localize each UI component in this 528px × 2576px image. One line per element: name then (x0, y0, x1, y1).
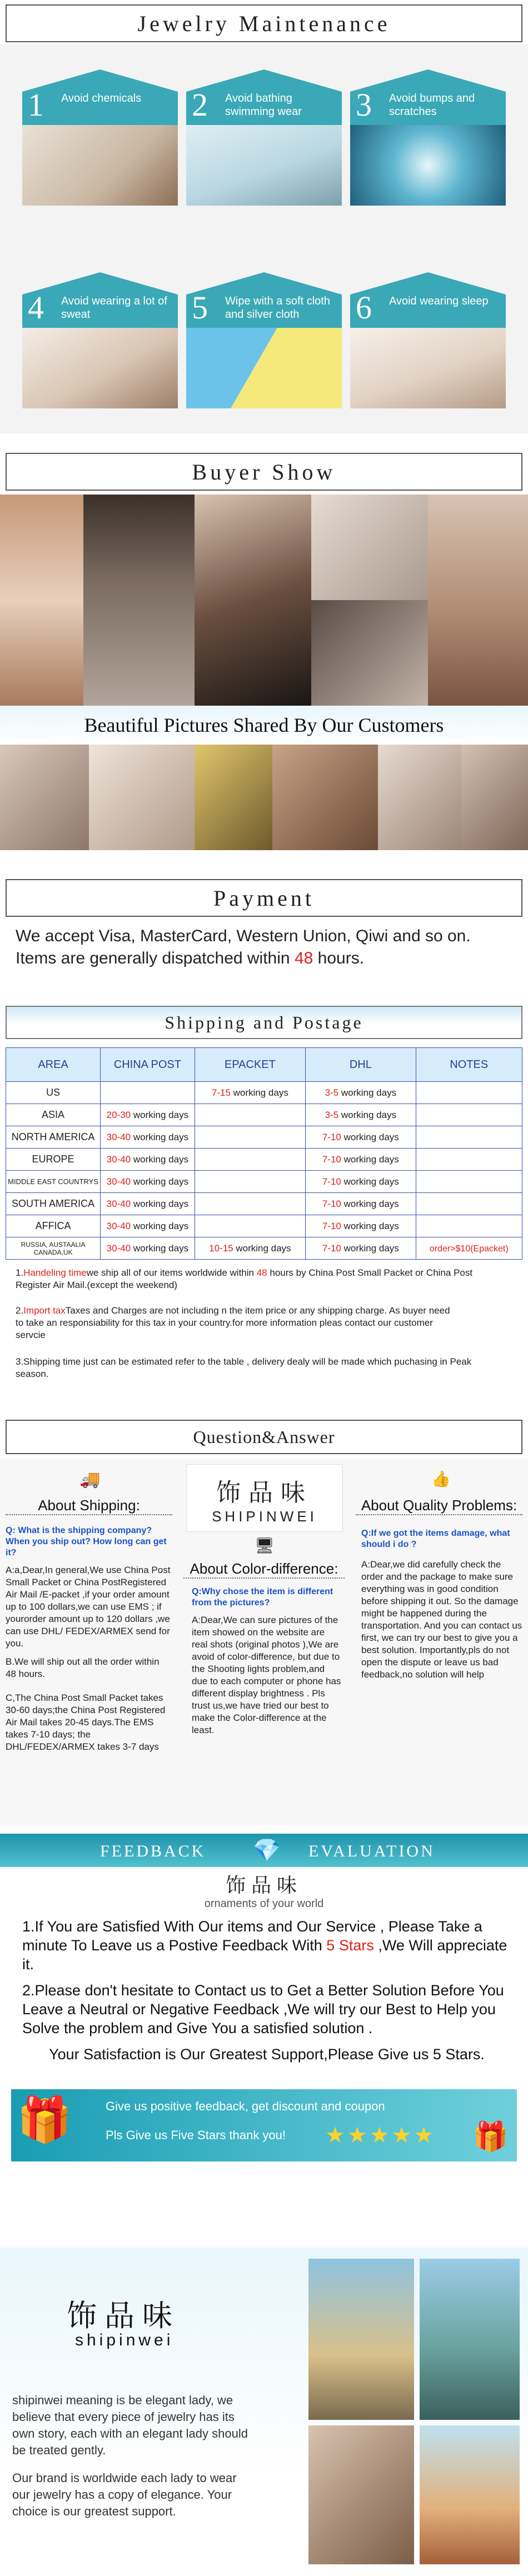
feedback-label: FEEDBACK (100, 1842, 206, 1860)
gift-small-icon: 🎁 (472, 2121, 509, 2153)
photo-sleep (350, 328, 506, 408)
photo-eiffel-tower (308, 2259, 414, 2420)
feedback-paragraph-1: 1.If You are Satisfied With Our items and Our Service , Please Take a minute To Leave us a Postive Feedback With 5 Stars ,We Will appreciate it. (22, 1918, 507, 1973)
customer-photo-necklace (311, 600, 428, 706)
item-number: 5 (192, 289, 208, 326)
customer-photo-ring (311, 495, 428, 600)
header-notes: NOTES (416, 1048, 522, 1082)
item-label: Wipe with a soft cloth and silver cloth (225, 295, 330, 321)
qa-quality-head: About Quality Problems: (356, 1481, 522, 1515)
ribbon-text-1: Give us positive feedback, get discount and coupon (106, 2099, 385, 2113)
header-epacket: EPACKET (195, 1048, 306, 1082)
table-row: EUROPE 30-40 working days 7-10 working days (6, 1149, 522, 1171)
item-number: 1 (28, 87, 44, 123)
qa-section (0, 1459, 528, 1825)
customer-photo-bracelet (83, 495, 195, 706)
header-dhl: DHL (306, 1048, 416, 1082)
customer-photo-sunglasses (195, 495, 311, 706)
maintenance-item-4 (22, 272, 178, 408)
customer-photo-tattoo (272, 745, 378, 850)
brand-section (0, 2248, 528, 2576)
qa-color-question: Q:Why chose the item is different from the pictures? (192, 1587, 333, 1607)
item-label: Avoid wearing a lot of sweat (61, 295, 167, 321)
customer-photo-hand (378, 745, 461, 850)
truck-icon: 🚚 (79, 1470, 101, 1489)
table-row: RUSSIA, AUSTAALIA CANADA,UK 30-40 working days 10-15 working days 7-10 working days order>$10(Epacket) (6, 1237, 522, 1260)
qa-shipping-head: About Shipping: (6, 1481, 172, 1515)
maintenance-item-6 (350, 272, 506, 408)
shipping-note-3: 3.Shipping time just can be estimated refer to the table , delivery dealy will be made which puchasing in Peak season. (16, 1356, 472, 1379)
photo-sweat (22, 328, 178, 408)
logo-english: SHIPINWEI (212, 1508, 317, 1525)
item-label: Avoid chemicals (61, 92, 142, 104)
photo-statue-liberty (420, 2259, 520, 2420)
maintenance-item-1 (22, 69, 178, 206)
five-stars-icon: ★★★★★ (325, 2123, 436, 2148)
brand-paragraph-2: Our brand is worldwide each lady to wear our jewelry has a copy of elegance. Your choice is our greatest support. (12, 2471, 237, 2518)
maintenance-item-3 (350, 69, 506, 206)
buyer-show-row-2 (0, 745, 528, 850)
thumbs-up-icon: 👍 (431, 1470, 451, 1487)
qa-color-answer: A:Dear,We can sure pictures of the item showed on the website are real shots (original photos ),We are avoid of color-difference, but due to the Shooting lights problem,and due to each computer or phone has different display brightness . Pls trust us,we have tried our best to make the Color-difference at the least. (192, 1615, 341, 1735)
qa-shipping-question: Q: What is the shipping company? When you ship out? How long can get it? (6, 1526, 167, 1557)
buyer-show-title: Buyer Show (6, 453, 522, 491)
customer-photo-gold-bracelet (195, 745, 272, 850)
table-row: US 7-15 working days 3-5 working days (6, 1082, 522, 1104)
table-row: AFFICA 30-40 working days 7-10 working days (6, 1215, 522, 1237)
photo-rings (308, 2425, 414, 2564)
evaluation-label: EVALUATION (308, 1842, 435, 1860)
item-number: 4 (28, 289, 44, 326)
photo-cracked-glass (350, 125, 506, 206)
diamond-icon: 💎 (253, 1838, 281, 1863)
header-china-post: CHINA POST (101, 1048, 195, 1082)
feedback-section (0, 1834, 528, 2245)
item-label: Avoid bumps and scratches (389, 92, 475, 118)
item-label: Avoid wearing sleep (389, 295, 489, 307)
qa-color-head: About Color-difference: (183, 1544, 345, 1579)
table-header-row (6, 1048, 522, 1082)
maintenance-section (0, 44, 528, 433)
feedback-ribbon (11, 2089, 517, 2161)
table-row: SOUTH AMERICA 30-40 working days 7-10 working days (6, 1193, 522, 1215)
feedback-header (0, 1834, 528, 1867)
qa-shipping-answer-b: B.We will ship out all the order within 48 hours. (6, 1656, 160, 1679)
gift-icon: 🎁 (17, 2095, 72, 2144)
logo-chinese: 饰品味 (216, 1479, 313, 1506)
buyer-show-row-1 (0, 495, 528, 706)
feedback-paragraph-2: 2.Please don't hesitate to Contact us to Get a Better Solution Before You Leave a Neutral or Negative Feedback ,We will try our Best to Help you Solve the problem and Give You a satisfied solution . (22, 1982, 504, 2036)
feedback-logo: 饰品味 (225, 1874, 302, 1896)
photo-cloth (186, 328, 342, 408)
feedback-tagline: ornaments of your world (204, 1898, 324, 1910)
payment-dispatch: Items are generally dispatched within 48 hours. (16, 949, 365, 967)
shipping-note-1: 1.Handeling timewe ship all of our items worldwide within 48 hours by China Post Small Packet or China Post Register Air Mail.(except the weekend) (16, 1267, 473, 1290)
maintenance-item-2 (186, 69, 342, 206)
qa-title: Question&Answer (6, 1420, 522, 1454)
photo-bathing (186, 125, 342, 206)
ribbon-text-2: Pls Give us Five Stars thank you! (106, 2128, 286, 2142)
photo-hot-air-balloon (420, 2425, 520, 2564)
customer-photo-model (428, 495, 528, 706)
table-row: MIDDLE EAST COUNTRYS 30-40 working days 7-10 working days (6, 1171, 522, 1193)
item-number: 6 (356, 289, 372, 326)
brand-logo-english: shipinwei (75, 2331, 174, 2349)
brand-logo-chinese: 饰品味 (67, 2299, 180, 2333)
customer-photo-earring (0, 495, 83, 706)
item-number: 2 (192, 87, 208, 123)
shipping-table (6, 1047, 522, 1260)
item-label: Avoid bathing swimming wear (225, 92, 302, 118)
brand-paragraph-1: shipinwei meaning is be elegant lady, we believe that every piece of jewelry has its own story, each with an elegant lady should be treated gently. (12, 2393, 248, 2457)
qa-quality-question: Q:If we got the items damage, what should i do ? (361, 1529, 510, 1549)
maintenance-title: Jewelry Maintenance (6, 4, 522, 42)
qa-quality-answer: A:Dear,we did carefully check the order and the package to make sure everything was in good condition before shipping it out. So the damage might be happened during the transportation. And you can contact us first, we can try our best to give you a best solution. Importantly,pls do not open the dispute or leave us bad feedback,no solution will help (361, 1559, 522, 1680)
item-number: 3 (356, 87, 372, 123)
qa-logo (186, 1464, 343, 1532)
feedback-paragraph-3: Your Satisfaction is Our Greatest Support,Please Give us 5 Stars. (49, 2046, 485, 2063)
buyer-show-banner: Beautiful Pictures Shared By Our Customers (84, 714, 444, 736)
table-row: ASIA 20-30 working days 3-5 working days (6, 1104, 522, 1126)
qa-shipping-answer-a: A:a,Dear,In general,We use China Post Small Packet or China PostRegistered Air Mail /E-packet ,if your order amount up to 100 dollars,we can use EMS ; if yourorder amount up to 120 dollars ,we can use DHL/ FEDEX/ARMEX send for you. (6, 1565, 171, 1649)
payment-methods: We accept Visa, MasterCard, Western Union, Qiwi and so on. (16, 927, 471, 945)
header-area: AREA (6, 1048, 101, 1082)
monitor-icon: 🖥 (255, 1537, 275, 1554)
photo-chemicals (22, 125, 178, 206)
customer-photo-infinity (0, 745, 89, 850)
payment-title: Payment (6, 879, 522, 917)
qa-shipping-answer-c: C,The China Post Small Packet takes 30-60 days;the China Post Registered Air Mail takes 20-45 days.The EMS takes 7-10 days; the DHL/FEDEX/ARMEX takes 3-7 days (6, 1693, 166, 1752)
shipping-note-2: 2.Import taxTaxes and Charges are not including n the item price or any shipping charge. As buyer need to take an responsiability for this tax in your country.for more information pleas contact our customer servcie (16, 1305, 450, 1340)
customer-photo-charms (461, 745, 528, 850)
shipping-title: Shipping and Postage (6, 1006, 522, 1039)
customer-photo-wrist (89, 745, 195, 850)
table-row: NORTH AMERICA 30-40 working days 7-10 working days (6, 1126, 522, 1149)
maintenance-item-5 (186, 272, 342, 408)
